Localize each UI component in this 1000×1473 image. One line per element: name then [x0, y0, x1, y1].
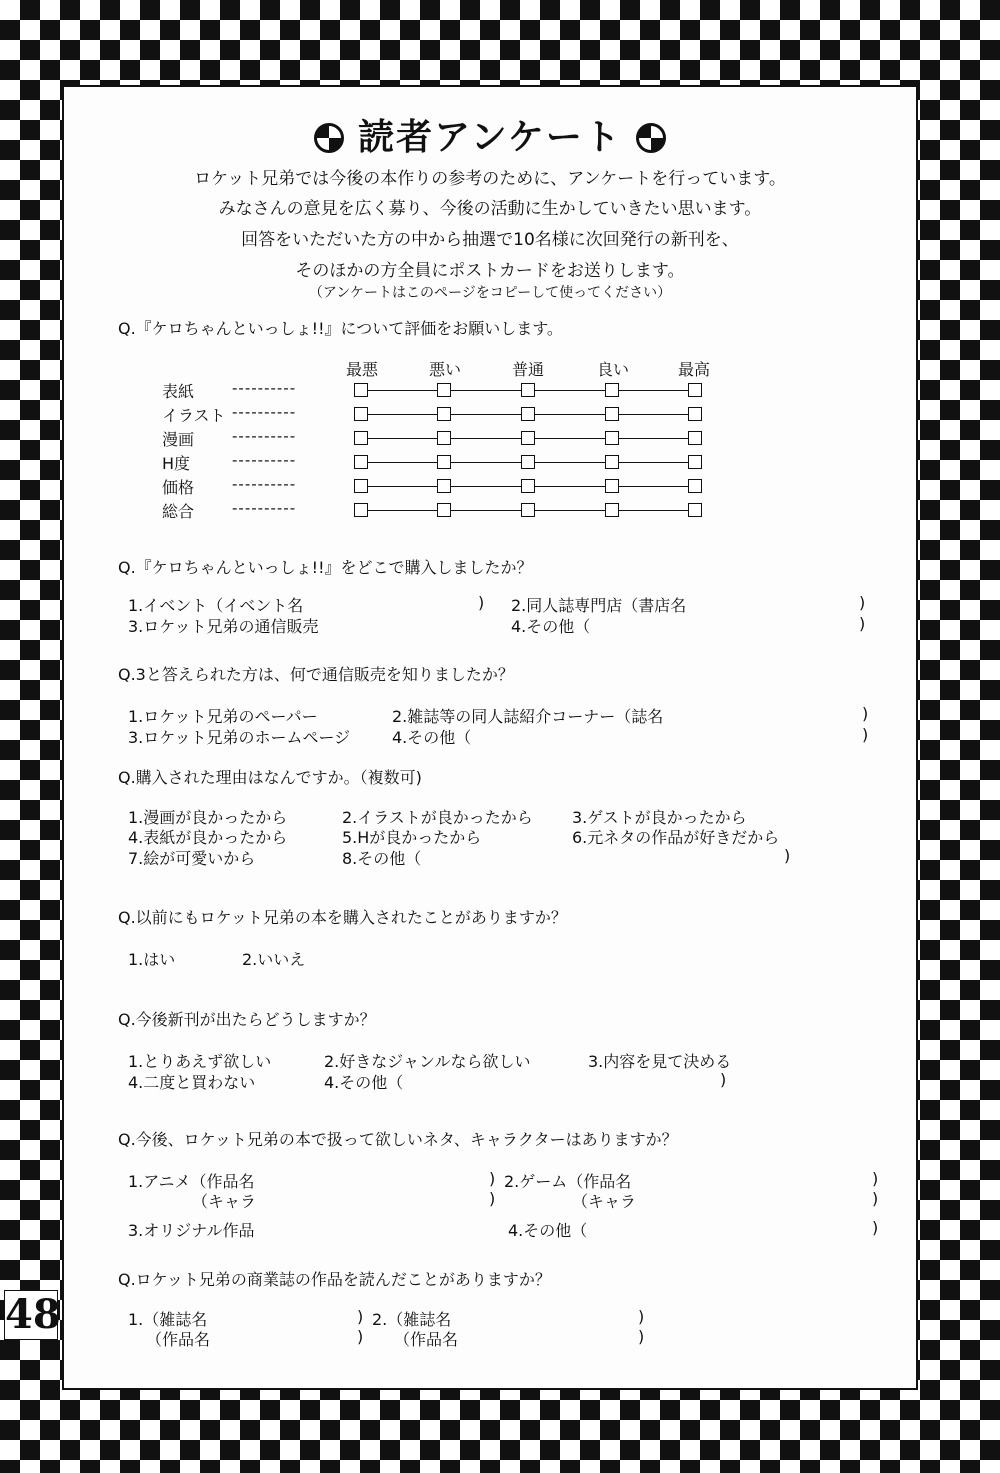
option-illust: 2.イラストが良かったから	[342, 808, 533, 827]
close-paren: )	[638, 1307, 645, 1326]
rating-checkbox[interactable]	[437, 431, 451, 445]
question-5: Q.以前にもロケット兄弟の本を購入されたことがありますか？	[118, 908, 567, 927]
close-paren: )	[872, 1218, 879, 1237]
close-paren: )	[859, 593, 866, 612]
close-paren: )	[872, 1169, 879, 1188]
option-event: 1.イベント（イベント名	[128, 596, 304, 615]
rating-row-label: 価格	[162, 478, 195, 497]
question-6: Q.今後新刊が出たらどうしますか？	[118, 1010, 376, 1029]
rating-checkbox[interactable]	[521, 479, 535, 493]
rating-connector-line	[451, 510, 521, 511]
rating-checkbox[interactable]	[605, 431, 619, 445]
rating-connector-line	[368, 390, 437, 391]
target-mark-icon	[636, 123, 666, 153]
rating-row-dashes: ----------	[232, 379, 297, 397]
option-paper: 1.ロケット兄弟のペーパー	[128, 707, 318, 726]
rating-checkbox[interactable]	[605, 479, 619, 493]
scale-good: 良い	[597, 360, 630, 379]
rating-checkbox[interactable]	[688, 407, 702, 421]
rating-connector-line	[619, 462, 688, 463]
rating-connector-line	[535, 390, 605, 391]
rating-checkbox[interactable]	[354, 479, 368, 493]
intro-line: 回答をいただいた方の中から抽選で10名様に次回発行の新刊を、	[241, 230, 739, 250]
rating-checkbox[interactable]	[437, 455, 451, 469]
rating-connector-line	[368, 462, 437, 463]
rating-checkbox[interactable]	[688, 383, 702, 397]
rating-connector-line	[535, 414, 605, 415]
question-8: Q.ロケット兄弟の商業誌の作品を読んだことがありますか？	[118, 1270, 551, 1289]
rating-row-dashes: ----------	[232, 403, 297, 421]
option-original: 3.オリジナル作品	[128, 1221, 255, 1240]
rating-row-dashes: ----------	[232, 499, 297, 517]
scale-bad: 悪い	[429, 360, 462, 379]
rating-row-dashes: ----------	[232, 427, 297, 445]
option-other: 4.その他（	[508, 1221, 588, 1240]
rating-checkbox[interactable]	[354, 407, 368, 421]
option-mail-order: 3.ロケット兄弟の通信販売	[128, 617, 319, 636]
rating-checkbox[interactable]	[688, 479, 702, 493]
rating-checkbox[interactable]	[521, 407, 535, 421]
rating-checkbox[interactable]	[521, 503, 535, 517]
option-game-chara: （キャラ	[572, 1192, 637, 1211]
survey-sheet	[62, 85, 918, 1390]
rating-row-label: H度	[162, 454, 191, 473]
option-other: 8.その他（	[342, 849, 422, 868]
rating-connector-line	[451, 486, 521, 487]
question-4: Q.購入された理由はなんですか。（複数可)	[118, 768, 422, 787]
close-paren: )	[862, 704, 869, 723]
rating-row-label: 表紙	[162, 382, 195, 401]
option-other: 4.その他（	[392, 728, 472, 747]
option-work-2: （作品名	[394, 1330, 459, 1349]
rating-checkbox[interactable]	[605, 455, 619, 469]
title-text: 読者アンケート	[358, 116, 622, 158]
rating-row-label: イラスト	[162, 406, 226, 425]
option-other: 4.その他（	[511, 617, 591, 636]
rating-row-label: 漫画	[162, 430, 195, 449]
close-paren: )	[489, 1169, 496, 1188]
option-never: 4.二度と買わない	[128, 1073, 256, 1092]
option-cover: 4.表紙が良かったから	[128, 828, 288, 847]
option-anime-chara: （キャラ	[192, 1192, 257, 1211]
rating-connector-line	[619, 438, 688, 439]
rating-connector-line	[368, 438, 437, 439]
rating-checkbox[interactable]	[354, 455, 368, 469]
intro-note: （アンケートはこのページをコピーして使ってください）	[308, 285, 672, 301]
rating-row-dashes: ----------	[232, 451, 297, 469]
rating-connector-line	[619, 390, 688, 391]
rating-checkbox[interactable]	[605, 407, 619, 421]
rating-connector-line	[619, 414, 688, 415]
option-guest: 3.ゲストが良かったから	[572, 808, 747, 827]
option-source: 6.元ネタの作品が好きだから	[572, 828, 780, 847]
rating-checkbox[interactable]	[437, 503, 451, 517]
rating-connector-line	[368, 414, 437, 415]
rating-connector-line	[535, 486, 605, 487]
option-homepage: 3.ロケット兄弟のホームページ	[128, 728, 351, 747]
close-paren: )	[862, 725, 869, 744]
option-anime: 1.アニメ（作品名	[128, 1172, 255, 1191]
rating-connector-line	[619, 510, 688, 511]
rating-checkbox[interactable]	[605, 383, 619, 397]
rating-checkbox[interactable]	[521, 383, 535, 397]
option-game: 2.ゲーム（作品名	[504, 1172, 632, 1191]
option-magazine-2: 2.（雑誌名	[372, 1310, 452, 1329]
page-title	[64, 109, 916, 160]
option-cute: 7.絵が可愛いから	[128, 849, 256, 868]
rating-checkbox[interactable]	[437, 479, 451, 493]
intro-line: そのほかの方全員にポストカードをお送りします。	[295, 261, 685, 281]
target-mark-icon	[314, 123, 344, 153]
page-number: 48	[5, 1291, 61, 1338]
close-paren: )	[357, 1327, 364, 1346]
question-7: Q.今後、ロケット兄弟の本で扱って欲しいネタ、キャラクターはありますか？	[118, 1130, 678, 1149]
question-2: Q.『ケロちゃんといっしょ!!』をどこで購入しましたか？	[118, 558, 533, 577]
intro-line: みなさんの意見を広く募り、今後の活動に生かしていきたい思います。	[218, 199, 762, 219]
scale-worst: 最悪	[346, 360, 379, 379]
rating-checkbox[interactable]	[688, 455, 702, 469]
rating-connector-line	[451, 438, 521, 439]
close-paren: )	[859, 614, 866, 633]
close-paren: )	[638, 1327, 645, 1346]
rating-row-dashes: ----------	[232, 475, 297, 493]
close-paren: )	[357, 1307, 364, 1326]
option-h: 5.Hが良かったから	[342, 828, 482, 847]
rating-checkbox[interactable]	[521, 431, 535, 445]
option-content: 3.内容を見て決める	[588, 1052, 732, 1071]
rating-checkbox[interactable]	[605, 503, 619, 517]
rating-connector-line	[451, 390, 521, 391]
question-1: Q.『ケロちゃんといっしょ!!』について評価をお願いします。	[118, 319, 563, 338]
rating-connector-line	[535, 438, 605, 439]
rating-connector-line	[535, 462, 605, 463]
rating-connector-line	[451, 414, 521, 415]
option-other: 4.その他（	[324, 1073, 404, 1092]
rating-row-label: 総合	[162, 502, 195, 521]
option-magazine: 2.雑誌等の同人誌紹介コーナー（誌名	[392, 707, 664, 726]
option-want: 1.とりあえず欲しい	[128, 1052, 272, 1071]
option-magazine-1: 1.（雑誌名	[128, 1310, 208, 1329]
rating-connector-line	[619, 486, 688, 487]
rating-connector-line	[368, 510, 437, 511]
rating-connector-line	[451, 462, 521, 463]
scale-best: 最高	[678, 360, 711, 379]
option-genre: 2.好きなジャンルなら欲しい	[324, 1052, 531, 1071]
option-no: 2.いいえ	[242, 950, 306, 969]
rating-checkbox[interactable]	[521, 455, 535, 469]
rating-checkbox[interactable]	[354, 431, 368, 445]
rating-checkbox[interactable]	[688, 431, 702, 445]
close-paren: )	[720, 1070, 727, 1089]
intro-line: ロケット兄弟では今後の本作りの参考のために、アンケートを行っています。	[194, 169, 786, 189]
rating-checkbox[interactable]	[354, 503, 368, 517]
rating-connector-line	[535, 510, 605, 511]
close-paren: )	[478, 593, 485, 612]
rating-checkbox[interactable]	[437, 407, 451, 421]
close-paren: )	[872, 1189, 879, 1208]
rating-checkbox[interactable]	[688, 503, 702, 517]
option-yes: 1.はい	[128, 950, 176, 969]
option-shop: 2.同人誌専門店（書店名	[511, 596, 687, 615]
question-3: Q.3と答えられた方は、何で通信販売を知りましたか？	[118, 665, 514, 684]
rating-connector-line	[368, 486, 437, 487]
close-paren: )	[489, 1189, 496, 1208]
rating-checkbox[interactable]	[354, 383, 368, 397]
option-manga: 1.漫画が良かったから	[128, 808, 288, 827]
option-work-1: （作品名	[146, 1330, 211, 1349]
rating-checkbox[interactable]	[437, 383, 451, 397]
close-paren: )	[784, 846, 791, 865]
scale-normal: 普通	[512, 360, 545, 379]
